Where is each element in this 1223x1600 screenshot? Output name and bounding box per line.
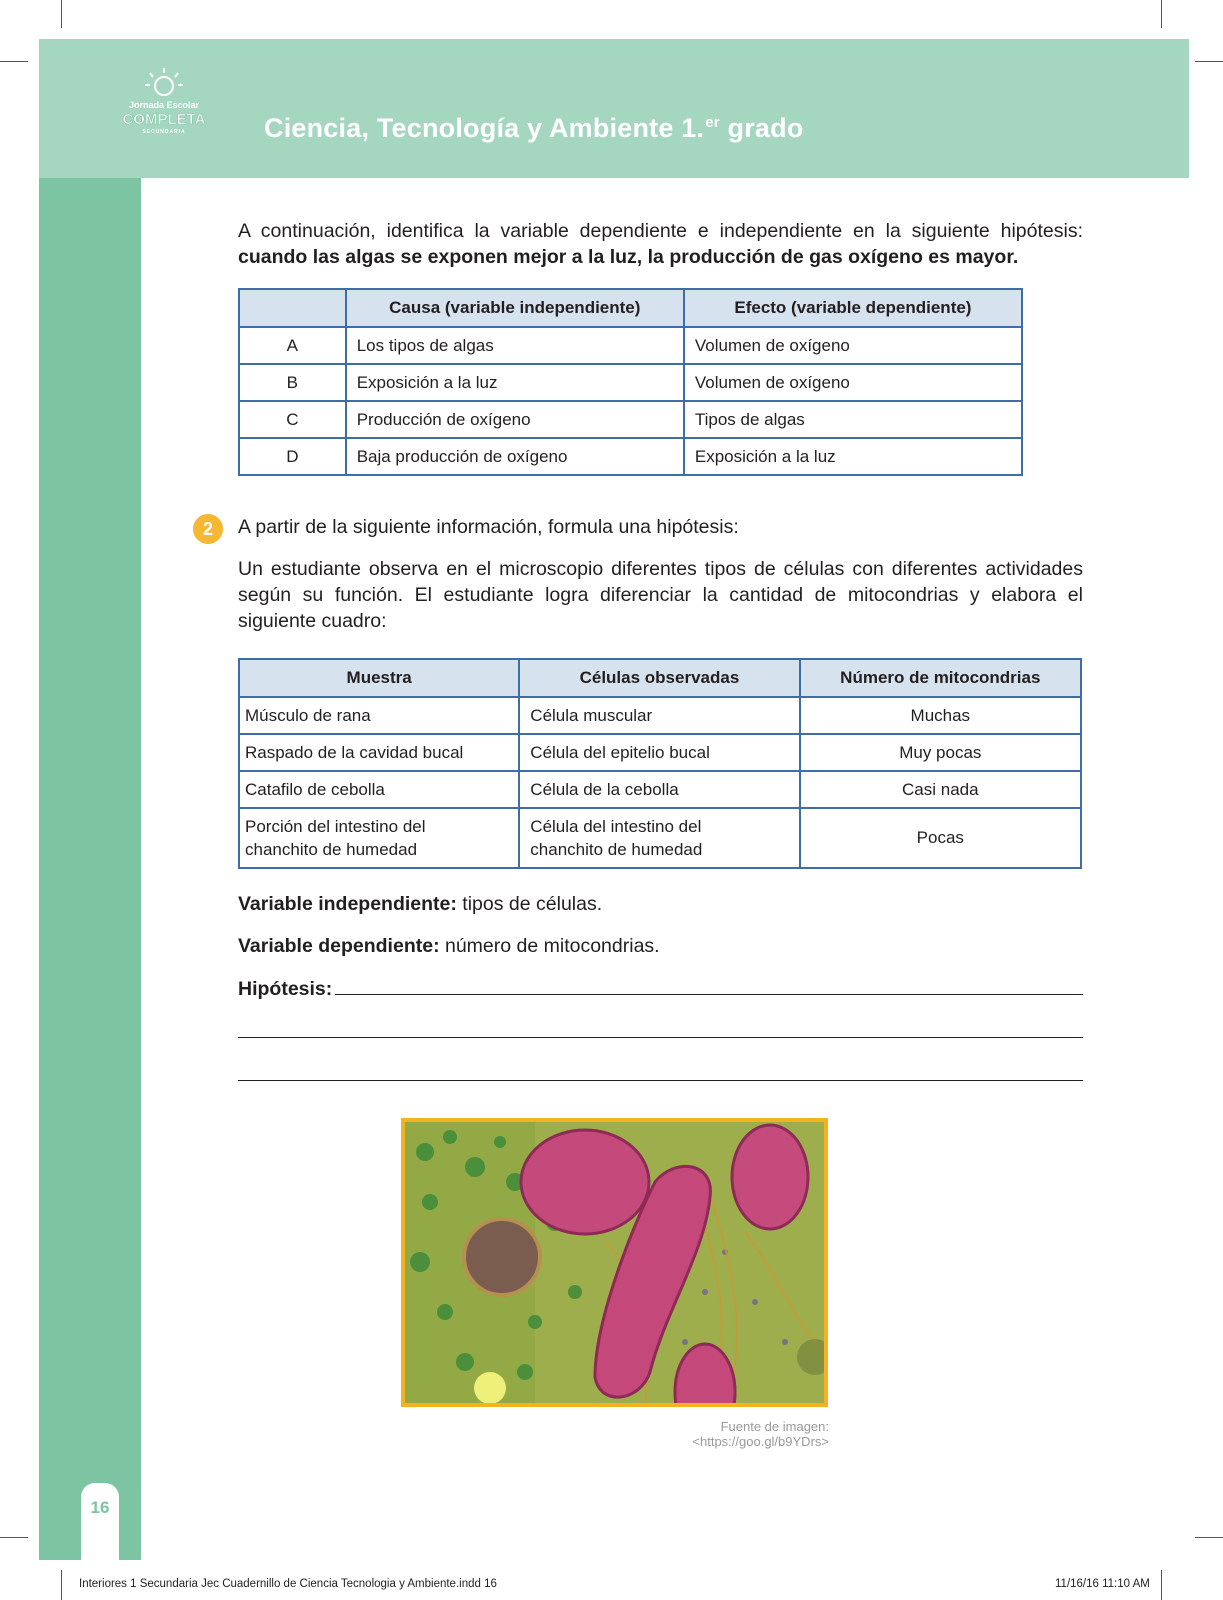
hypothesis-label-line [238, 976, 332, 1002]
table-row [239, 438, 1022, 475]
table-row [239, 697, 1081, 734]
svg-text:Jornada Escolar: Jornada Escolar [128, 100, 200, 110]
table-cell: Célula muscular [519, 697, 799, 734]
table-cell: Célula del epitelio bucal [519, 734, 799, 771]
image-source-caption: Fuente de imagen: <https://goo.gl/b9YDrs> [692, 1419, 829, 1449]
crop-mark [0, 1537, 28, 1538]
table-row [239, 401, 1022, 438]
page-number: 16 [90, 1498, 110, 1517]
table-cell: Raspado de la cavidad bucal [239, 734, 519, 771]
option-letter: B [239, 364, 346, 401]
dependent-variable-value: número de mitocondrias. [439, 935, 660, 957]
crop-mark [1161, 0, 1162, 28]
page-number-tab [81, 1483, 119, 1563]
table-cell: Músculo de rana [239, 697, 519, 734]
table-row [239, 364, 1022, 401]
variables-table [238, 288, 1023, 476]
hypothesis-answer-line[interactable] [238, 1080, 1083, 1081]
table-header-cell [239, 289, 346, 327]
table-cell: Muchas [800, 697, 1081, 734]
table-header-cell: Células observadas [519, 659, 799, 697]
table-cell: Muy pocas [800, 734, 1081, 771]
question-prompt: A partir de la siguiente información, formula una hipótesis: [238, 516, 739, 538]
mitochondria-table [238, 658, 1082, 869]
hypothesis-label: Hipótesis: [238, 978, 333, 1000]
option-letter: D [239, 438, 346, 475]
table-cell: Porción del intestino del chanchito de humedad [239, 808, 519, 868]
micrograph-drawing [405, 1122, 824, 1403]
question-context: Un estudiante observa en el microscopio diferentes tipos de células con diferentes actividades según su función. El estudiante logra diferenciar la cantidad de mitocondrias y elabora el siguiente cuadro: [238, 558, 1083, 632]
option-letter: A [239, 327, 346, 364]
option-letter: C [239, 401, 346, 438]
table-header-cell: Número de mitocondrias [800, 659, 1081, 697]
independent-variable-label: Variable independiente: [238, 893, 457, 915]
table-header-row [239, 289, 1022, 327]
mitochondria-micrograph [401, 1118, 828, 1407]
table-cell: Producción de oxígeno [346, 401, 684, 438]
dependent-variable-line [238, 933, 1083, 959]
table-cell: Célula del intestino del chanchito de humedad [519, 808, 799, 868]
table-header-cell: Muestra [239, 659, 519, 697]
independent-variable-line [238, 891, 1083, 917]
hypothesis-answer-line[interactable] [238, 1037, 1083, 1038]
footer-timestamp: 11/16/16 11:10 AM [1055, 1578, 1150, 1590]
table-cell: Tipos de algas [684, 401, 1022, 438]
hypothesis-answer-line[interactable] [335, 994, 1083, 995]
table-cell: Catafilo de cebolla [239, 771, 519, 808]
table-header-cell: Efecto (variable dependiente) [684, 289, 1022, 327]
table-cell: Exposición a la luz [684, 438, 1022, 475]
table-cell: Baja producción de oxígeno [346, 438, 684, 475]
crop-mark [61, 1570, 62, 1600]
crop-mark [61, 0, 62, 28]
table-row [239, 734, 1081, 771]
jornada-escolar-logo [100, 64, 228, 160]
table-header-cell: Causa (variable independiente) [346, 289, 684, 327]
page-title: Ciencia, Tecnología y Ambiente 1.$^{er}$ grado [264, 113, 804, 143]
table-cell: Célula de la cebolla [519, 771, 799, 808]
table-cell: Volumen de oxígeno [684, 364, 1022, 401]
table-cell: Los tipos de algas [346, 327, 684, 364]
table-row [239, 327, 1022, 364]
table-cell: Casi nada [800, 771, 1081, 808]
intro-paragraph [238, 218, 1083, 270]
table-cell: Exposición a la luz [346, 364, 684, 401]
svg-text:SECUNDARIA: SECUNDARIA [142, 129, 186, 135]
table-cell: Pocas [800, 808, 1081, 868]
crop-mark [1195, 1537, 1223, 1538]
footer-file-info: Interiores 1 Secundaria Jec Cuadernillo de Ciencia Tecnologia y Ambiente.indd 16 [79, 1578, 497, 1590]
table-cell: Volumen de oxígeno [684, 327, 1022, 364]
sidebar-band [39, 178, 141, 1560]
intro-hypothesis: cuando las algas se exponen mejor a la luz, la producción de gas oxígeno es mayor. [238, 246, 1019, 268]
intro-text: A continuación, identifica la variable dependiente e independiente en la siguiente hipótesis: [238, 220, 1083, 242]
question-number-badge: 2 [193, 514, 223, 544]
crop-mark [0, 61, 28, 62]
dependent-variable-label: Variable dependiente: [238, 935, 440, 957]
independent-variable-value: tipos de células. [456, 893, 603, 915]
svg-text:COMPLETA: COMPLETA [122, 111, 206, 128]
crop-mark [1195, 61, 1223, 62]
table-header-row [239, 659, 1081, 697]
crop-mark [1161, 1570, 1162, 1600]
table-row [239, 808, 1081, 868]
table-row [239, 771, 1081, 808]
